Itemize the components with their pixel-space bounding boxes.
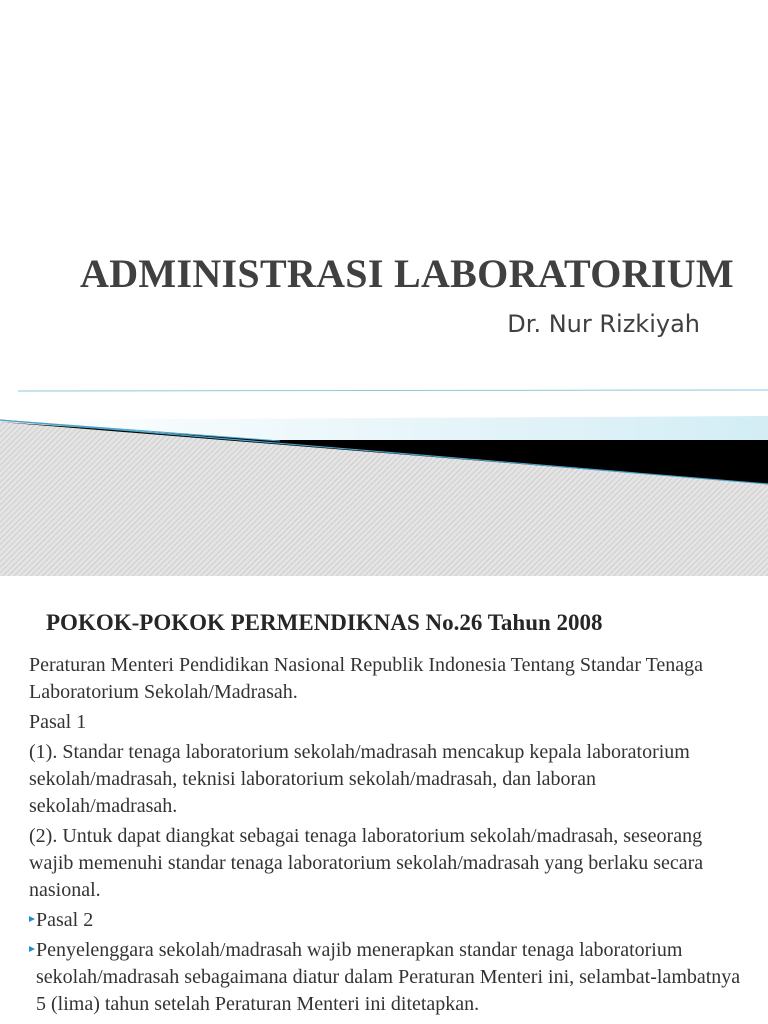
slide-2-body	[29, 652, 741, 1021]
intro-paragraph: Peraturan Menteri Pendidikan Nasional Republik Indonesia Tentang Standar Tenaga Laboratorium Sekolah/Madrasah.	[29, 654, 704, 703]
pasal-2-text: Penyelenggara sekolah/madrasah wajib menerapkan standar tenaga laboratorium sekolah/madrasah sebagaimana diatur dalam Peraturan Menteri ini, selambat-lambatnya 5 (lima) tahun setelah Peraturan Menteri ini ditetapkan.	[36, 939, 741, 1015]
bullet-item	[29, 937, 741, 1018]
slide-title: ADMINISTRASI LABORATORIUM	[80, 251, 734, 296]
pasal-1-heading: Pasal 1	[29, 711, 87, 733]
bullet-arrow-icon	[29, 946, 35, 952]
bullet-item	[29, 907, 741, 934]
pasal-1-point-1: (1). Standar tenaga laboratorium sekolah/madrasah mencakup kepala laboratorium sekolah/madrasah, teknisi laboratorium sekolah/madrasah, dan laboran sekolah/madrasah.	[29, 741, 690, 817]
slide-2	[0, 576, 768, 1024]
decorative-band	[0, 380, 768, 576]
slide-2-title: POKOK-POKOK PERMENDIKNAS No.26 Tahun 2008	[46, 610, 603, 635]
pasal-1-point-2: (2). Untuk dapat diangkat sebagai tenaga laboratorium sekolah/madrasah, seseorang wajib memenuhi standar tenaga laboratorium sekolah/madrasah yang berlaku secara nasional.	[29, 825, 704, 901]
bullet-arrow-icon	[29, 916, 35, 922]
slide-subtitle: Dr. Nur Rizkiyah	[507, 310, 700, 338]
pasal-2-heading: Pasal 2	[36, 909, 94, 931]
